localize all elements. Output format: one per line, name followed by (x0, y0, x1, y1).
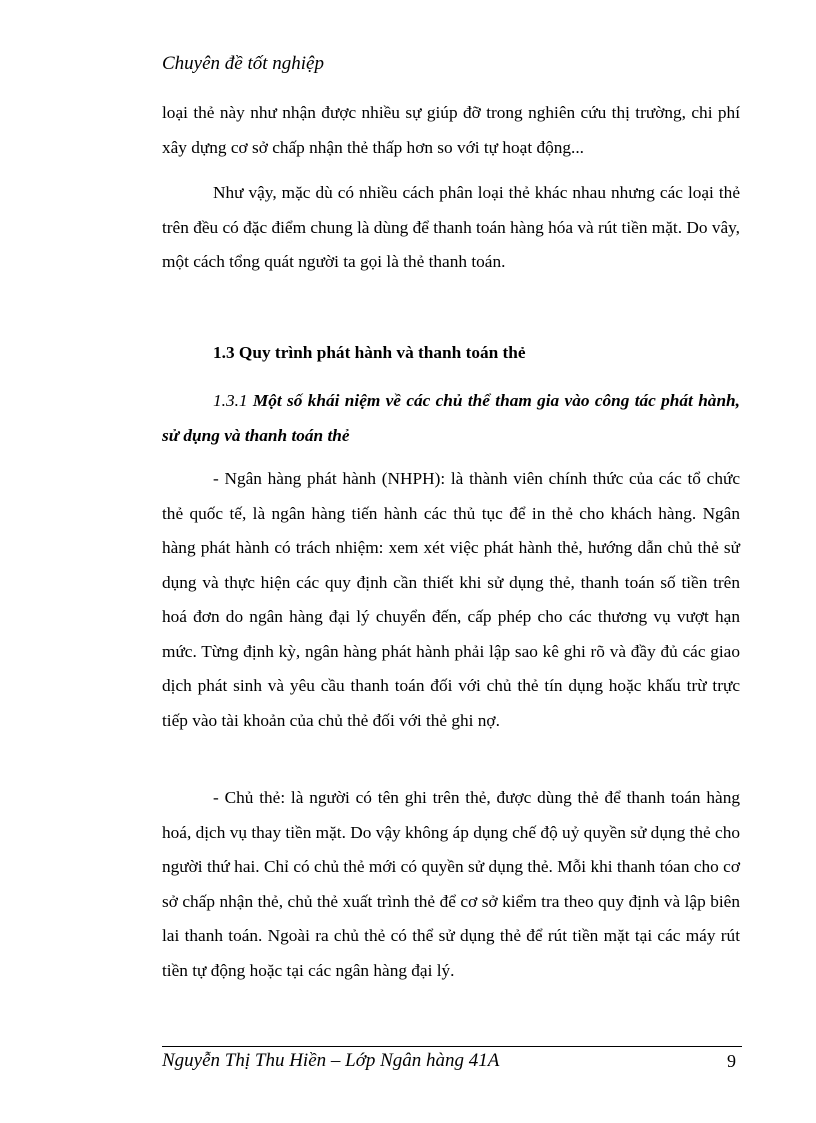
page-header-title: Chuyên đề tốt nghiệp (162, 53, 324, 74)
footer-author: Nguyễn Thị Thu Hiền – Lớp Ngân hàng 41A (162, 1050, 500, 1071)
list-item-issuing-bank: - Ngân hàng phát hành (NHPH): là thành viên chính thức của các tổ chức thẻ quốc tế, là ngân hàng tiến hành các thủ tục để in thẻ cho khách hàng. Ngân hàng phát hành có trách nhiệm: xem xét việc phát hành thẻ, hướng dẫn chủ thẻ sử dụng và thực hiện các quy định cần thiết khi sử dụng thẻ, thanh toán số tiền trên hoá đơn do ngân hàng đại lý chuyển đến, cấp phép cho các thương vụ vượt hạn mức. Từng định kỳ, ngân hàng phát hành phải lập sao kê ghi rõ và đầy đủ các giao dịch phát sinh và yêu cầu thanh toán đối với chủ thẻ tín dụng hoặc khấu trừ trực tiếp vào tài khoản của chủ thẻ đối với thẻ ghi nợ. (162, 469, 740, 730)
page-number: 9 (727, 1051, 736, 1071)
list-item-cardholder: - Chủ thẻ: là người có tên ghi trên thẻ, được dùng thẻ để thanh toán hàng hoá, dịch vụ thay tiền mặt. Do vậy không áp dụng chế độ uỷ quyền sử dụng thẻ cho người thứ hai. Chỉ có chủ thẻ mới có quyền sử dụng thẻ. Mỗi khi thanh tóan cho cơ sở chấp nhận thẻ, chủ thẻ xuất trình thẻ để cơ sở kiểm tra theo quy định và lập biên lai thanh toán. Ngoài ra chủ thẻ có thể sử dụng thẻ để rút tiền mặt tại các máy rút tiền tự động hoặc tại các ngân hàng đại lý. (162, 788, 740, 980)
subsection-title: Một số khái niệm về các chủ thể tham gia vào công tác phát hành, sử dụng và thanh toán thẻ (162, 391, 740, 445)
section-heading: 1.3 Quy trình phát hành và thanh toán thẻ (213, 343, 526, 362)
footer-divider (162, 1046, 742, 1047)
subsection-number: 1.3.1 (213, 391, 248, 410)
paragraph-summary: Như vậy, mặc dù có nhiều cách phân loại thẻ khác nhau nhưng các loại thẻ trên đều có đặc điểm chung là dùng để thanh toán hàng hóa và rút tiền mặt. Do vây, một cách tổng quát người ta gọi là thẻ thanh toán. (162, 183, 740, 271)
paragraph-continuation: loại thẻ này như nhận được nhiều sự giúp đỡ trong nghiên cứu thị trường, chi phí xây dựng cơ sở chấp nhận thẻ thấp hơn so với tự hoạt động... (162, 103, 740, 157)
subsection-heading (162, 383, 740, 453)
